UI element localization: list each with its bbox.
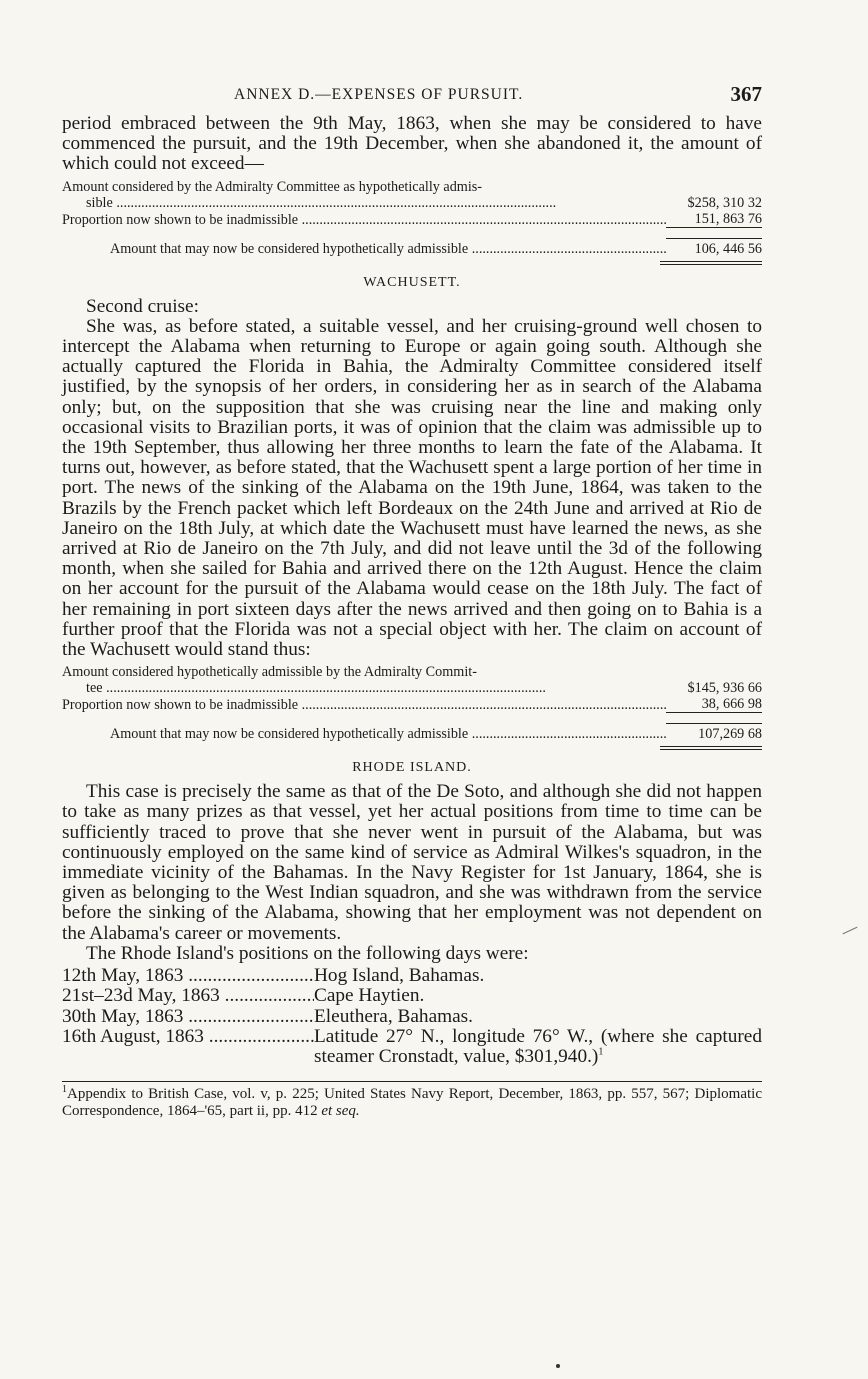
position-date: 12th May, 1863 ..... — [62, 966, 314, 986]
list-item — [62, 1027, 762, 1067]
footnote-text-italic: et seq. — [321, 1102, 360, 1119]
double-rule — [660, 261, 762, 265]
positions-intro: The Rhode Island's positions on the following days were: — [86, 942, 529, 964]
margin-dot — [556, 1364, 560, 1368]
account-label-continued: tee ..... — [62, 680, 666, 696]
position-place: Hog Island, Bahamas. — [314, 965, 485, 987]
double-rule — [660, 746, 762, 750]
account-table-2 — [62, 664, 762, 750]
wachusett-paragraph: She was, as before stated, a suitable vessel, and her cruising-ground well chosen to intercept the Alabama when returning to Europe or again going south. Although she actually captured the Florida in Bahia, the Admiralty Committee considered itself justified, by the synopsis of her orders, in considering her as in search of the Alabama only; but, on the supposition that she was cruising near the line and making only occasional visits to Brazilian ports, it was of opinion that the claim was admissible up to the 19th September, thus allowing her three months to learn the fate of the Alabama. It turns out, however, as before stated, that the Wachusett spent a large portion of her time in port. The news of the sinking of the Alabama on the 19th June, 1864, was taken to the Brazils by the French packet which left Bordeaux on the 24th June and arrived at Rio de Janeiro on the 18th July, at which date the Wachusett must have learned the news, as she arrived at Rio de Janeiro on the 7th July, and did not leave until the 3d of the following month, when she sailed for Bahia and arrived there on the 12th August. Hence the claim on her account for the pursuit of the Alabama would cease on the 18th July. The fact of her remaining in port sixteen days after the news arrived and then going on to Bahia is a further proof that the Florida was not a special object with her. The claim on account of the Wachusett would stand thus: — [62, 315, 762, 661]
account-amount: $258, 310 32 — [687, 194, 762, 211]
section-heading-wachusett: WACHUSETT. — [363, 274, 461, 290]
position-place — [314, 1027, 762, 1067]
footnote-mark: 1 — [62, 1084, 67, 1096]
position-date: 30th May, 1863 ..... — [62, 1007, 314, 1027]
page-number: 367 — [730, 82, 762, 106]
margin-mark — [843, 927, 858, 935]
list-item — [62, 986, 762, 1006]
rhode-island-paragraph: This case is precisely the same as that of the De Soto, and although she did not happen to take as many prizes as that vessel, yet her actual positions from time to time can be sufficiently traced to prove that she never went in pursuit of the Alabama, but was continuously employed on the same kind of service as Admiral Wilkes's squadron, in the immediate vicinity of the Bahamas. In the Navy Register for 1st January, 1864, she is given as belonging to the West Indian squadron, and she was withdrawn from the service before the sinking of the Alabama, showing that her employment was not dependent on the Alabama's career or movements. — [62, 781, 762, 944]
account-total-amount: 107,269 68 — [666, 723, 762, 742]
list-item — [62, 966, 762, 986]
account-label: Proportion now shown to be inadmissible ..... — [62, 697, 666, 713]
list-item — [62, 1007, 762, 1027]
account-total-label: Amount that may now be considered hypothetically admissible ..... — [110, 241, 666, 257]
account-total-amount: 106, 446 56 — [666, 238, 762, 257]
account-total-row — [62, 723, 762, 742]
account-row — [62, 696, 762, 713]
position-date: 16th August, 1863 ..... — [62, 1027, 314, 1067]
account-total-label: Amount that may now be considered hypothetically admissible ..... — [110, 726, 666, 742]
account-table-1 — [62, 179, 762, 265]
document-page — [62, 80, 762, 1119]
account-label: Amount considered hypothetically admissible by the Admiralty Commit- — [62, 664, 477, 681]
position-place-text: Latitude 27° N., longitude 76° W., (where she captured steamer Cronstadt, value, $301,940.) — [314, 1025, 762, 1067]
account-amount: $145, 936 66 — [687, 680, 762, 697]
footnote-text: Appendix to British Case, vol. v, p. 225; United States Navy Report, December, 1863, pp. 557, 567; Diplomatic Correspondence, 1864–'65, part ii, pp. 412 — [62, 1086, 762, 1119]
running-head — [62, 80, 762, 114]
account-label-continued: sible ..... — [62, 195, 666, 211]
account-label: Proportion now shown to be inadmissible ..... — [62, 212, 666, 228]
position-place: Cape Haytien. — [314, 985, 425, 1007]
account-row — [62, 211, 762, 228]
subheading-second-cruise: Second cruise: — [86, 295, 199, 317]
intro-paragraph: period embraced between the 9th May, 1863, when she may be considered to have commenced the pursuit, and the 19th December, when she abandoned it, the amount of which could not exceed— — [62, 113, 762, 175]
footnote — [62, 1086, 762, 1119]
account-row — [62, 179, 762, 211]
footnote-reference: 1 — [598, 1046, 604, 1058]
footnote-divider — [62, 1081, 762, 1082]
running-head-title: ANNEX D.—EXPENSES OF PURSUIT. — [234, 86, 524, 103]
account-row — [62, 664, 762, 696]
positions-list — [62, 966, 762, 1067]
account-amount: 151, 863 76 — [666, 211, 762, 228]
account-label: Amount considered by the Admiralty Committee as hypothetically admis- — [62, 178, 483, 195]
account-total-row — [62, 238, 762, 257]
position-date: 21st–23d May, 1863 ..... — [62, 986, 314, 1006]
account-amount: 38, 666 98 — [666, 696, 762, 713]
section-heading-rhode-island: RHODE ISLAND. — [352, 760, 472, 776]
position-place: Eleuthera, Bahamas. — [314, 1005, 474, 1027]
